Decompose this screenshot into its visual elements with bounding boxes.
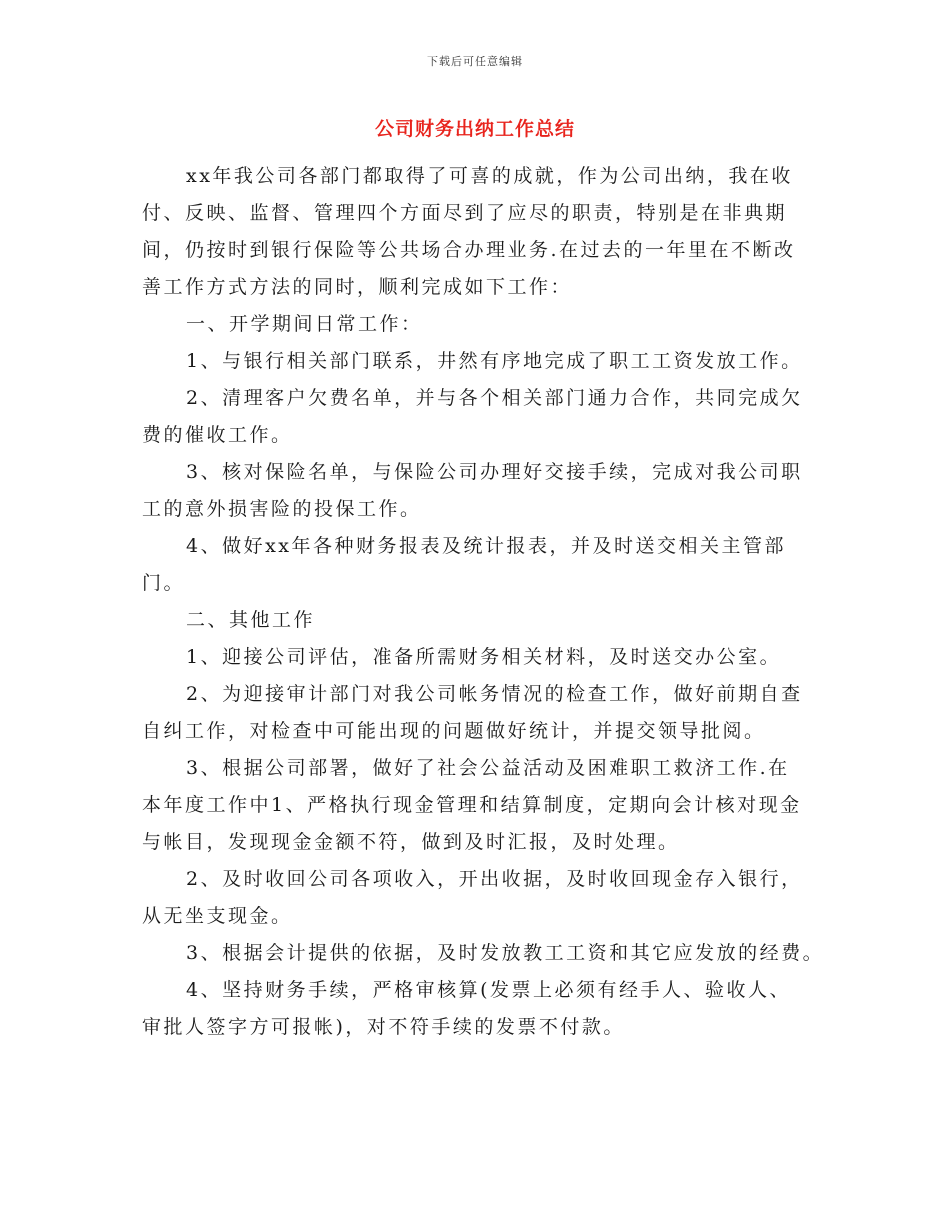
paragraph [142, 380, 822, 454]
paragraph-line: 2、清理客户欠费名单，并与各个相关部门通力合作，共同完成欠 [186, 387, 803, 409]
paragraph-line: 自纠工作，对检查中可能出现的问题做好统计，并提交领导批阅。 [142, 720, 766, 742]
page-header-note: 下载后可任意编辑 [427, 55, 523, 68]
paragraph-line: 3、根据会计提供的依据，及时发放教工工资和其它应发放的经费。 [186, 942, 825, 964]
paragraph-line: 门。 [142, 572, 186, 594]
section-heading [142, 602, 822, 639]
paragraph [142, 528, 822, 602]
document-body [142, 158, 825, 1046]
paragraph-line: 费的催收工作。 [142, 424, 293, 446]
paragraph [142, 750, 822, 861]
paragraph [142, 861, 822, 935]
paragraph [142, 158, 822, 306]
paragraph [142, 972, 822, 1046]
document-title: 公司财务出纳工作总结 [374, 118, 575, 140]
section-heading [142, 306, 822, 343]
paragraph-line: 善工作方式方法的同时，顺利完成如下工作： [142, 276, 573, 298]
paragraph-line: 3、核对保险名单，与保险公司办理好交接手续，完成对我公司职 [186, 461, 803, 483]
paragraph-line: 一、开学期间日常工作： [186, 313, 423, 335]
paragraph-line: 工的意外损害险的投保工作。 [142, 498, 422, 520]
paragraph-line: 间，仍按时到银行保险等公共场合办理业务.在过去的一年里在不断改 [142, 239, 796, 261]
paragraph-line: 审批人签字方可报帐)，对不符手续的发票不付款。 [142, 1016, 625, 1038]
paragraph-line: 二、其他工作 [186, 609, 316, 631]
paragraph-line: 2、为迎接审计部门对我公司帐务情况的检查工作，做好前期自查 [186, 683, 803, 705]
paragraph-line: 1、与银行相关部门联系，井然有序地完成了职工工资发放工作。 [186, 350, 803, 372]
paragraph [142, 454, 822, 528]
paragraph-line: 与帐目，发现现金金额不符，做到及时汇报，及时处理。 [142, 831, 680, 853]
paragraph [142, 935, 825, 972]
paragraph-line: 从无坐支现金。 [142, 905, 293, 927]
paragraph-line: 1、迎接公司评估，准备所需财务相关材料，及时送交办公室。 [186, 646, 782, 668]
paragraph-line: xx年我公司各部门都取得了可喜的成就，作为公司出纳，我在收 [186, 165, 793, 187]
paragraph [142, 639, 822, 676]
paragraph-line: 3、根据公司部署，做好了社会公益活动及困难职工救济工作.在 [186, 757, 790, 779]
paragraph-line: 2、及时收回公司各项收入，开出收据，及时收回现金存入银行， [186, 868, 803, 890]
paragraph-line: 4、做好xx年各种财务报表及统计报表，并及时送交相关主管部 [186, 535, 787, 557]
paragraph [142, 343, 822, 380]
paragraph-line: 4、坚持财务手续，严格审核算(发票上必须有经手人、验收人、 [186, 979, 792, 1001]
paragraph [142, 676, 822, 750]
paragraph-line: 付、反映、监督、管理四个方面尽到了应尽的职责，特别是在非典期 [142, 202, 788, 224]
paragraph-line: 本年度工作中1、严格执行现金管理和结算制度，定期向会计核对现金 [142, 794, 802, 816]
